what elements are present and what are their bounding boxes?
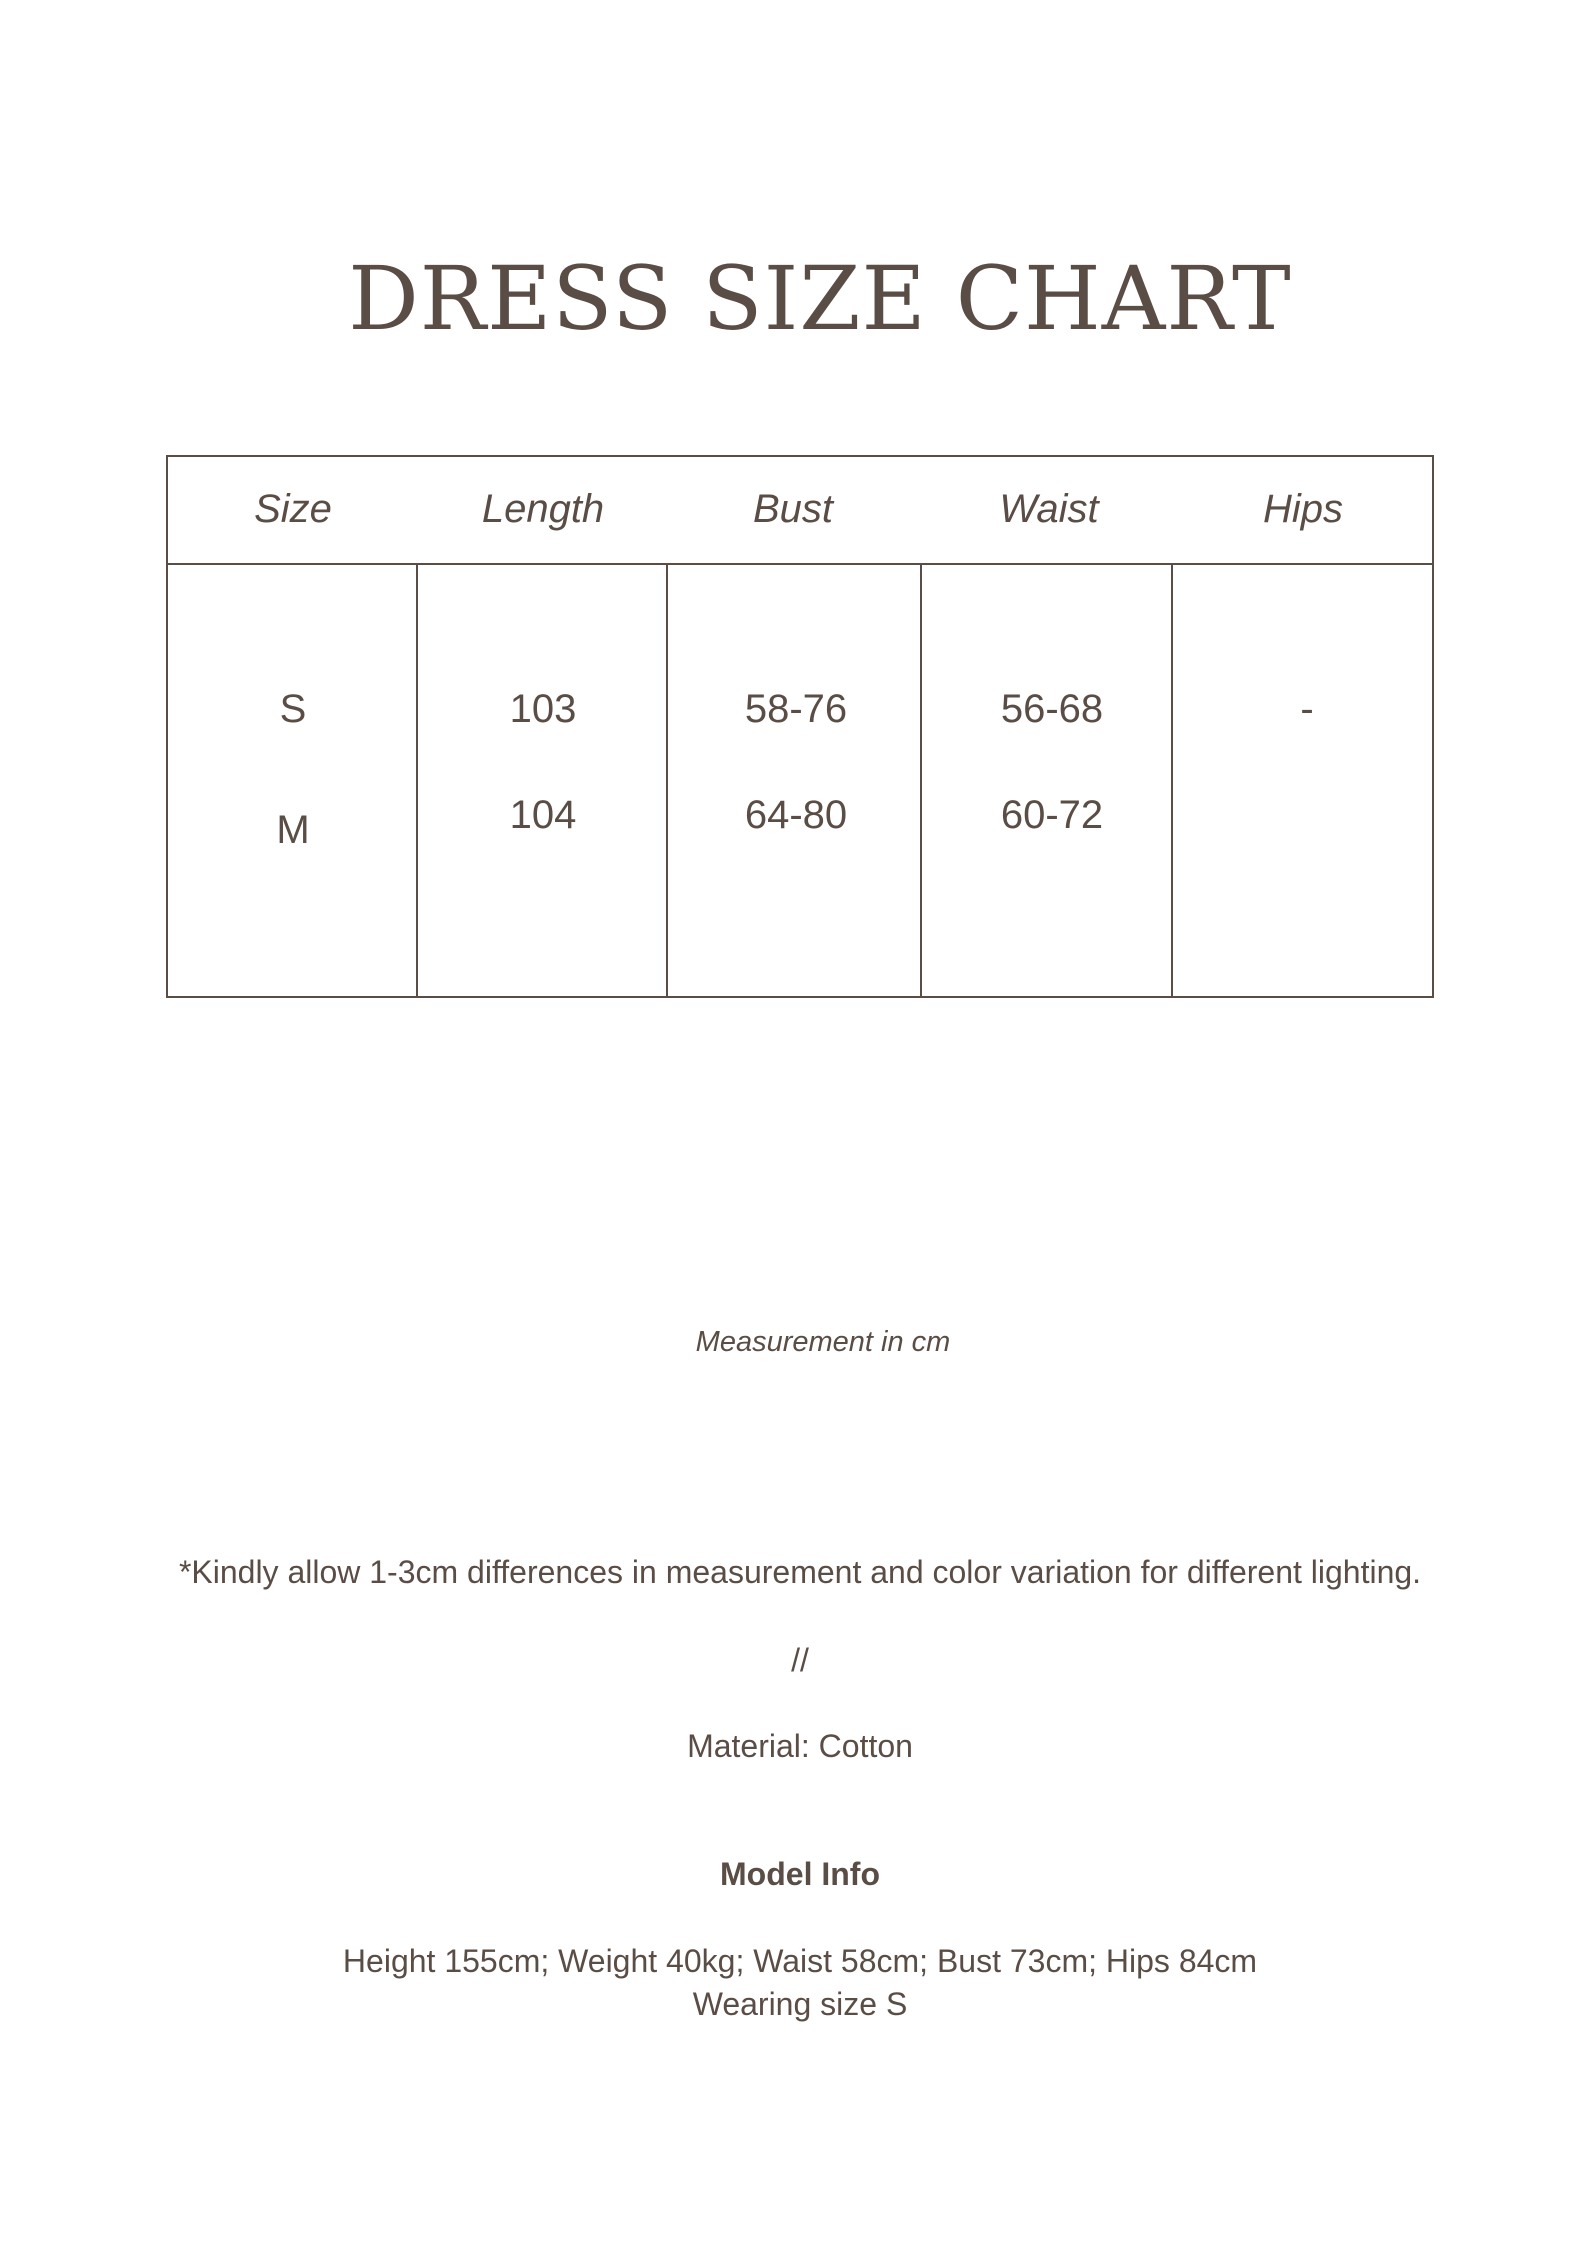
cell-length-s: 103 xyxy=(509,687,577,731)
header-hips: Hips xyxy=(1262,487,1344,531)
measurement-disclaimer: *Kindly allow 1-3cm differences in measurement and color variation for different lighting. xyxy=(178,1554,1422,1590)
measurement-unit-note: Measurement in cm xyxy=(695,1326,951,1358)
separator: // xyxy=(791,1642,809,1678)
column-divider xyxy=(1171,565,1173,996)
model-measurements: Height 155cm; Weight 40kg; Waist 58cm; Bust 73cm; Hips 84cm xyxy=(342,1943,1258,1979)
cell-hips-s: - xyxy=(1300,687,1314,731)
header-size: Size xyxy=(254,487,332,531)
material-info: Material: Cotton xyxy=(687,1728,913,1764)
cell-bust-m: 64-80 xyxy=(744,793,848,837)
page-title: DRESS SIZE CHART xyxy=(348,247,1292,350)
header-waist: Waist xyxy=(999,487,1099,531)
cell-length-m: 104 xyxy=(509,793,577,837)
cell-waist-s: 56-68 xyxy=(1000,687,1104,731)
header-bust: Bust xyxy=(752,487,834,531)
model-wearing-size: Wearing size S xyxy=(692,1986,908,2022)
cell-bust-s: 58-76 xyxy=(744,687,848,731)
cell-waist-m: 60-72 xyxy=(1000,793,1104,837)
header-length: Length xyxy=(481,487,605,531)
header-divider xyxy=(168,563,1432,565)
cell-size-m: M xyxy=(276,808,310,852)
cell-size-s: S xyxy=(279,687,307,731)
column-divider xyxy=(920,565,922,996)
model-info-heading: Model Info xyxy=(720,1856,880,1892)
column-divider xyxy=(666,565,668,996)
size-chart-table xyxy=(166,455,1434,998)
column-divider xyxy=(416,565,418,996)
